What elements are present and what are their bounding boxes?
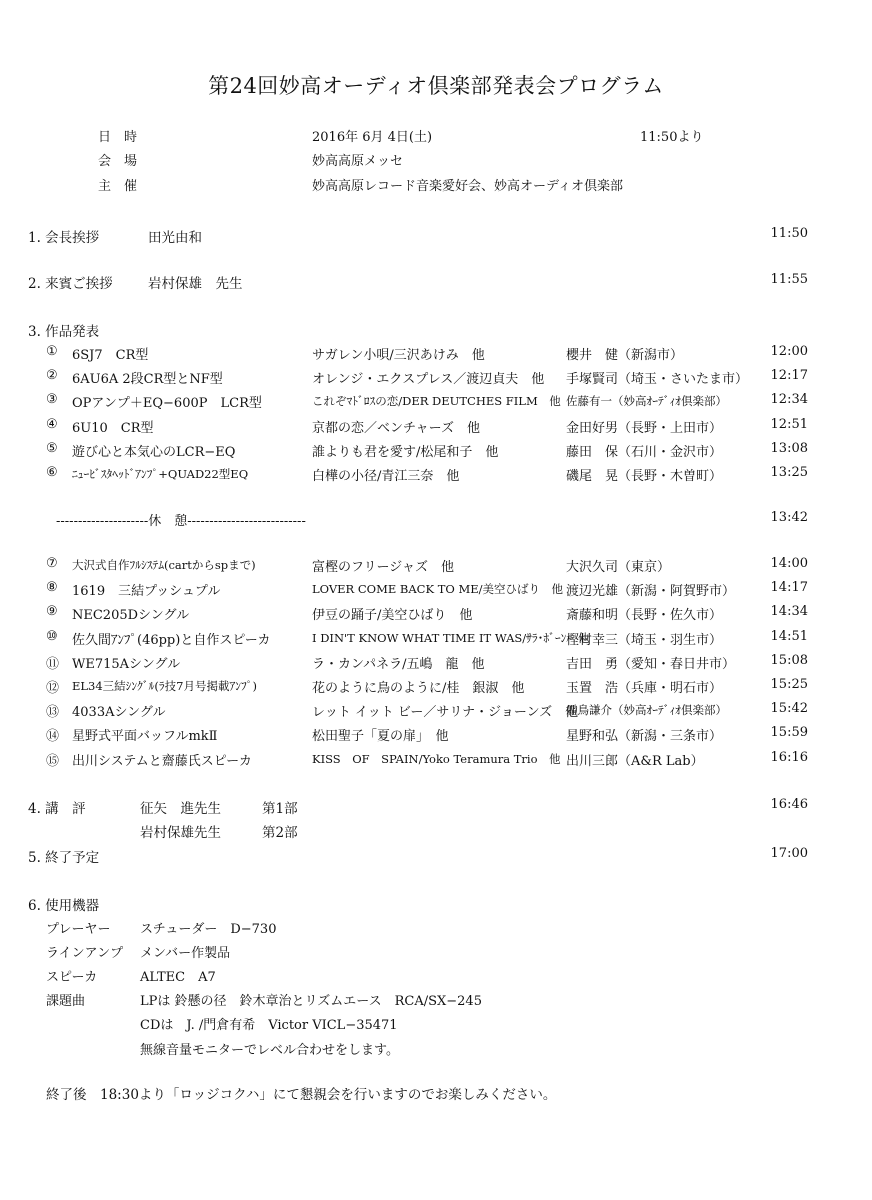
venue-value: 妙高高原メッセ [312,154,404,169]
row-number: ③ [46,392,58,408]
row-music: これぞﾏﾄﾞﾛｽの恋/DER DEUTCHES FILM 他 [312,394,561,409]
critic2-name: 岩村保雄先生 [140,825,221,841]
section2-time: 11:55 [770,272,808,287]
critic2-part: 第2部 [262,825,298,841]
row-music: 伊豆の踊子/美空ひばり 他 [312,608,473,624]
speaker-value: ALTEC A7 [140,970,216,985]
row-time: 13:25 [770,465,808,480]
break-time: 13:42 [770,510,808,525]
player-value: スチューダー D−730 [140,922,277,937]
row-number: ⑭ [46,729,60,745]
row-number: ⑪ [46,656,60,672]
row-work-title: EL34三結ｼﾝｸﾞﾙ(ﾗ技7月号掲載ｱﾝﾌﾟ) [72,679,257,693]
row-music: KISS OF SPAIN/Yoko Teramura Trio 他 [312,751,561,766]
date-label: 日 時 [98,130,138,145]
section5-label: 5. 終了予定 [28,850,100,866]
row-presenter: 磯尾 晃（長野・木曽町） [566,469,723,484]
row-time: 15:25 [770,677,808,692]
row-music: 白樺の小径/青江三奈 他 [312,469,460,484]
row-work-title: 4033Aシングル [72,705,166,721]
row-music: サガレン小唄/三沢あけみ 他 [312,348,485,363]
section2-name: 岩村保雄 先生 [148,276,243,292]
row-work-title: OPアンプ＋EQ−600P LCR型 [72,396,262,412]
row-presenter: 櫻井 健（新潟市） [566,348,684,363]
row-time: 13:08 [770,440,808,456]
row-music: I DIN'T KNOW WHAT TIME IT WAS/ｻﾗ･ﾎﾞｰﾝ 他 [312,630,590,645]
row-presenter: 金田好男（長野・上田市） [566,420,723,436]
music-label: 課題曲 [46,994,86,1009]
row-time: 14:00 [770,556,808,571]
break-text: ---------------------休 憩--------------------------- [56,514,306,529]
row-time: 12:17 [770,368,808,384]
row-work-title: 6U10 CR型 [72,420,154,436]
row-number: ② [46,368,58,384]
speaker-label: スピーカ [46,970,98,985]
row-number: ⑩ [46,628,58,644]
row-music: 花のように鳥のように/桂 銀淑 他 [312,681,525,696]
row-music: 松田聖子「夏の扉」 他 [312,729,449,745]
row-presenter: 玉置 浩（兵庫・明石市） [566,681,723,696]
row-number: ⑮ [46,753,60,769]
row-time: 12:34 [770,392,808,408]
row-number: ⑨ [46,604,58,620]
row-time: 12:51 [770,416,808,432]
row-presenter: 樫村幸三（埼玉・羽生市） [566,632,723,648]
section2-label: 2. 来賓ご挨拶 [28,276,113,292]
row-number: ⑥ [46,465,58,480]
row-number: ⑧ [46,580,58,596]
critic1-part: 第1部 [262,801,298,817]
start-time: 11:50より [640,130,704,145]
row-work-title: WE715Aシングル [72,656,181,672]
row-presenter: 吉田 勇（愛知・春日井市） [566,656,736,672]
row-number: ④ [46,416,58,432]
row-time: 15:42 [770,701,808,717]
row-work-title: 遊び心と本気心のLCR−EQ [72,444,236,460]
row-presenter: 藤田 保（石川・金沢市） [566,444,723,460]
row-presenter: 星野和弘（新潟・三条市） [566,729,723,745]
player-label: プレーヤー [46,922,111,937]
row-presenter: 手塚賢司（埼玉・さいたま市） [566,372,749,388]
row-music: ラ・カンパネラ/五嶋 龍 他 [312,656,485,672]
row-work-title: 6AU6A 2段CR型とNF型 [72,372,223,388]
row-work-title: ﾆｭｰﾋﾞｽﾀﾍｯﾄﾞｱﾝﾌﾟ+QUAD22型EQ [72,467,249,481]
critic1-name: 征矢 進先生 [140,801,221,817]
row-number: ⑦ [46,556,58,571]
section1-label: 1. 会長挨拶 [28,230,100,246]
row-time: 14:17 [770,580,808,596]
row-music: 京都の恋／ベンチャーズ 他 [312,420,480,436]
row-music: レット イット ビー／サリナ・ジョーンズ 他 [312,705,579,721]
lp-value: LPは 鈴懸の径 鈴木章治とリズムエース RCA/SX−245 [140,994,482,1009]
row-presenter: 渡辺光雄（新潟・阿賀野市） [566,584,736,600]
date-value: 2016年 6月 4日(土) [312,130,433,145]
monitor-note: 無線音量モニターでレベル合わせをします。 [140,1043,399,1058]
row-music: 誰よりも君を愛す/松尾和子 他 [312,444,499,460]
section3-label: 3. 作品発表 [28,324,100,340]
row-time: 14:51 [770,628,808,644]
section5-time: 17:00 [770,846,808,861]
row-work-title: 1619 三結プッシュプル [72,584,221,600]
row-time: 12:00 [770,344,808,359]
row-number: ⑬ [46,705,60,721]
section1-name: 田光由和 [148,230,202,246]
row-time: 15:08 [770,652,808,668]
page-title: 第24回妙高オーディオ倶楽部発表会プログラム [208,74,664,98]
row-presenter: 出川三郎（A&R Lab） [566,753,704,769]
row-time: 14:34 [770,604,808,620]
section4-time: 16:46 [770,797,808,812]
section4-label: 4. 講 評 [28,801,86,817]
row-time: 16:16 [770,749,808,765]
row-presenter: 佐藤有一（妙高ｵｰﾃﾞｨｵ倶楽部） [566,394,727,409]
host-label: 主 催 [98,179,138,194]
venue-label: 会 場 [98,154,138,169]
row-time: 15:59 [770,725,808,741]
row-music: オレンジ・エクスプレス／渡辺貞夫 他 [312,372,545,388]
cd-value: CDは J. /門倉有希 Victor VICL−35471 [140,1018,398,1033]
row-music: 富樫のフリージャズ 他 [312,560,454,575]
row-presenter: 霜鳥謙介（妙高ｵｰﾃﾞｨｵ倶楽部） [566,703,727,718]
row-music: LOVER COME BACK TO ME/美空ひばり 他 [312,582,564,597]
row-work-title: 6SJ7 CR型 [72,348,149,363]
amp-label: ラインアンプ [46,946,124,961]
row-presenter: 大沢久司（東京） [566,560,671,575]
host-value: 妙高高原レコード音楽愛好会、妙高オーディオ倶楽部 [312,179,623,194]
row-presenter: 斎藤和明（長野・佐久市） [566,608,723,624]
row-number: ⑤ [46,440,58,456]
section6-label: 6. 使用機器 [28,898,100,914]
section1-time: 11:50 [770,226,808,241]
row-number: ① [46,344,58,359]
row-work-title: 佐久間ｱﾝﾌﾟ(46pp)と自作スピーカ [72,632,271,648]
amp-value: メンバー作製品 [140,946,231,961]
row-work-title: 星野式平面バッフルmkⅡ [72,729,218,745]
row-number: ⑫ [46,681,60,696]
row-work-title: NEC205Dシングル [72,608,190,624]
row-work-title: 大沢式自作ﾌﾙｼｽﾃﾑ(cartからspまで) [72,558,256,572]
row-work-title: 出川システムと齋藤氏スピーカ [72,753,252,769]
footer-note: 終了後 18:30より「ロッジコクハ」にて懇親会を行いますのでお楽しみください。 [46,1087,557,1103]
